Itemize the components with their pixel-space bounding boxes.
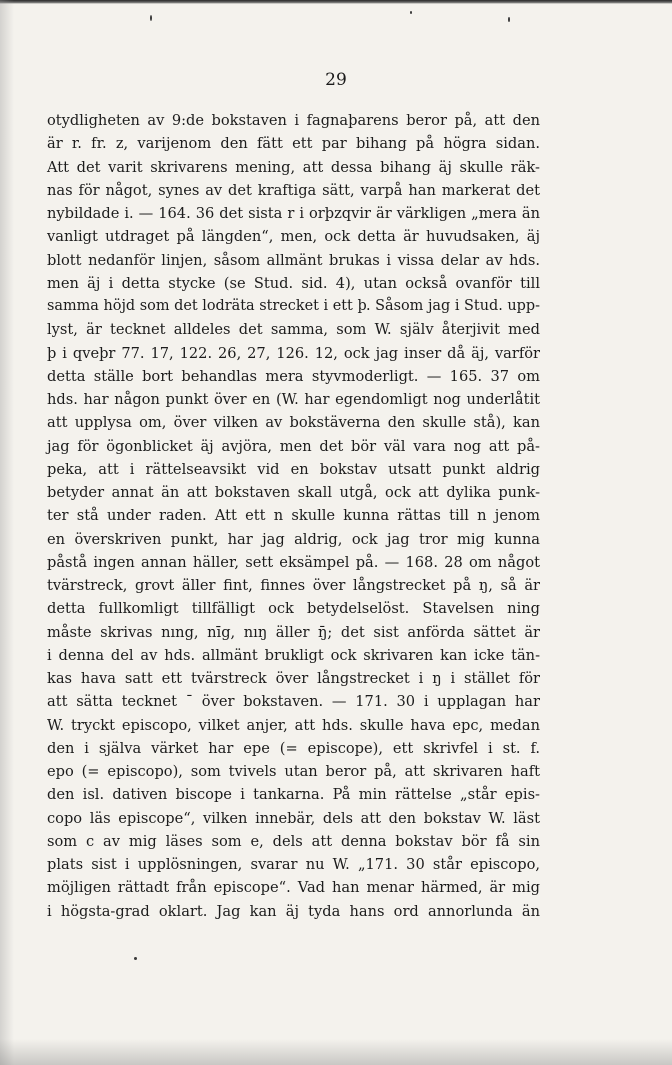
text-line: vanligt utdraget på längden“, men, ock detta är huvudsaken, äj [47, 228, 540, 246]
ink-speck [508, 17, 510, 22]
text-line: måste skrivas nıng, nīg, nıŋ äller ŋ̄; det sist anförda sättet är [47, 623, 540, 641]
text-line: betyder annat än att bokstaven skall utgå, ock att dylika punk- [47, 484, 540, 501]
text-line: tvärstreck, grovt äller fint, finnes över långstrecket på ŋ, så är [47, 577, 540, 594]
text-line: peka, att i rättelseavsikt vid en bokstav utsatt punkt aldrig [47, 460, 540, 478]
text-line: W. tryckt episcopo, vilket anjer, att hds. skulle hava epc, medan [47, 716, 540, 734]
text-line: lyst, är tecknet alldeles det samma, som W. själv återjivit med [47, 321, 540, 339]
page-bottom-edge [0, 1039, 672, 1065]
ink-speck [134, 957, 137, 960]
text-line: den isl. dativen biscope i tankarna. På min rättelse „står epis- [47, 786, 540, 804]
text-line: kas hava satt ett tvärstreck över långstrecket i ŋ i stället för [47, 670, 540, 687]
page-left-shadow [0, 0, 14, 1065]
text-line: epo (= episcopo), som tvivels utan beror på, att skrivaren haft [47, 763, 540, 780]
ink-speck [410, 11, 412, 14]
text-line: þ i qveþr 77. 17, 122. 26, 27, 126. 12, ock jag inser då äj, varför [47, 344, 540, 362]
text-line: detta ställe bort behandlas mera styvmoderligt. — 165. 37 om [47, 367, 540, 385]
text-line: jag för ögonblicket äj avjöra, men det bör väl vara nog att på- [47, 437, 540, 455]
text-line: som c av mig läses som e, dels att denna bokstav bör få sin [47, 832, 540, 850]
text-line: möjligen rättadt från episcope“. Vad han menar härmed, är mig [47, 879, 540, 897]
text-line: att upplysa om, över vilken av bokstäverna den skulle stå), kan [47, 414, 540, 432]
text-line: är r. fr. z, varijenom den fätt ett par bihang på högra sidan. [47, 135, 540, 153]
text-line: men äj i detta stycke (se Stud. sid. 4), utan också ovanför till [47, 274, 540, 292]
text-line: samma höjd som det lodräta strecket i ett þ. Såsom jag i Stud. upp- [47, 298, 540, 314]
text-line: ter stå under raden. Att ett n skulle kunna rättas till n jenom [47, 507, 540, 525]
text-line: otydligheten av 9:de bokstaven i fagnaþarens beror på, att den [47, 112, 540, 129]
page-top-edge [0, 0, 672, 4]
text-line: att sätta tecknet ¯ över bokstaven. — 171. 30 i upplagan har [47, 693, 540, 711]
page-number: 29 [325, 70, 347, 90]
text-line: påstå ingen annan häller, sett eksämpel på. — 168. 28 om något [47, 553, 540, 571]
text-line: den i själva värket har epe (= episcope), ett skrivfel i st. f. [47, 739, 540, 757]
text-line: i denna del av hds. allmänt brukligt ock skrivaren kan icke tän- [47, 646, 540, 664]
text-line: i högsta-grad oklart. Jag kan äj tyda hans ord annorlunda än [47, 902, 540, 920]
text-line: detta fullkomligt tillfälligt ock betydelselöst. Stavelsen ning [47, 600, 540, 618]
text-line: nybildade i. — 164. 36 det sista r i orþzqvir är värkligen „mera än [47, 205, 540, 222]
body-text [47, 109, 540, 923]
ink-speck [150, 15, 152, 21]
text-line: hds. har någon punkt över en (W. har egendomligt nog underlåtit [47, 391, 540, 408]
text-line: blott nedanför linjen, såsom allmänt brukas i vissa delar av hds. [47, 251, 540, 269]
text-line: copo läs episcope“, vilken innebär, dels att den bokstav W. läst [47, 809, 540, 827]
text-line: nas för något, synes av det kraftiga sätt, varpå han markerat det [47, 181, 540, 199]
text-line: Att det varit skrivarens mening, att dessa bihang äj skulle räk- [47, 158, 540, 176]
text-line: en överskriven punkt, har jag aldrig, ock jag tror mig kunna [47, 530, 540, 548]
text-line: plats sist i upplösningen, svarar nu W. „171. 30 står episcopo, [47, 856, 540, 873]
